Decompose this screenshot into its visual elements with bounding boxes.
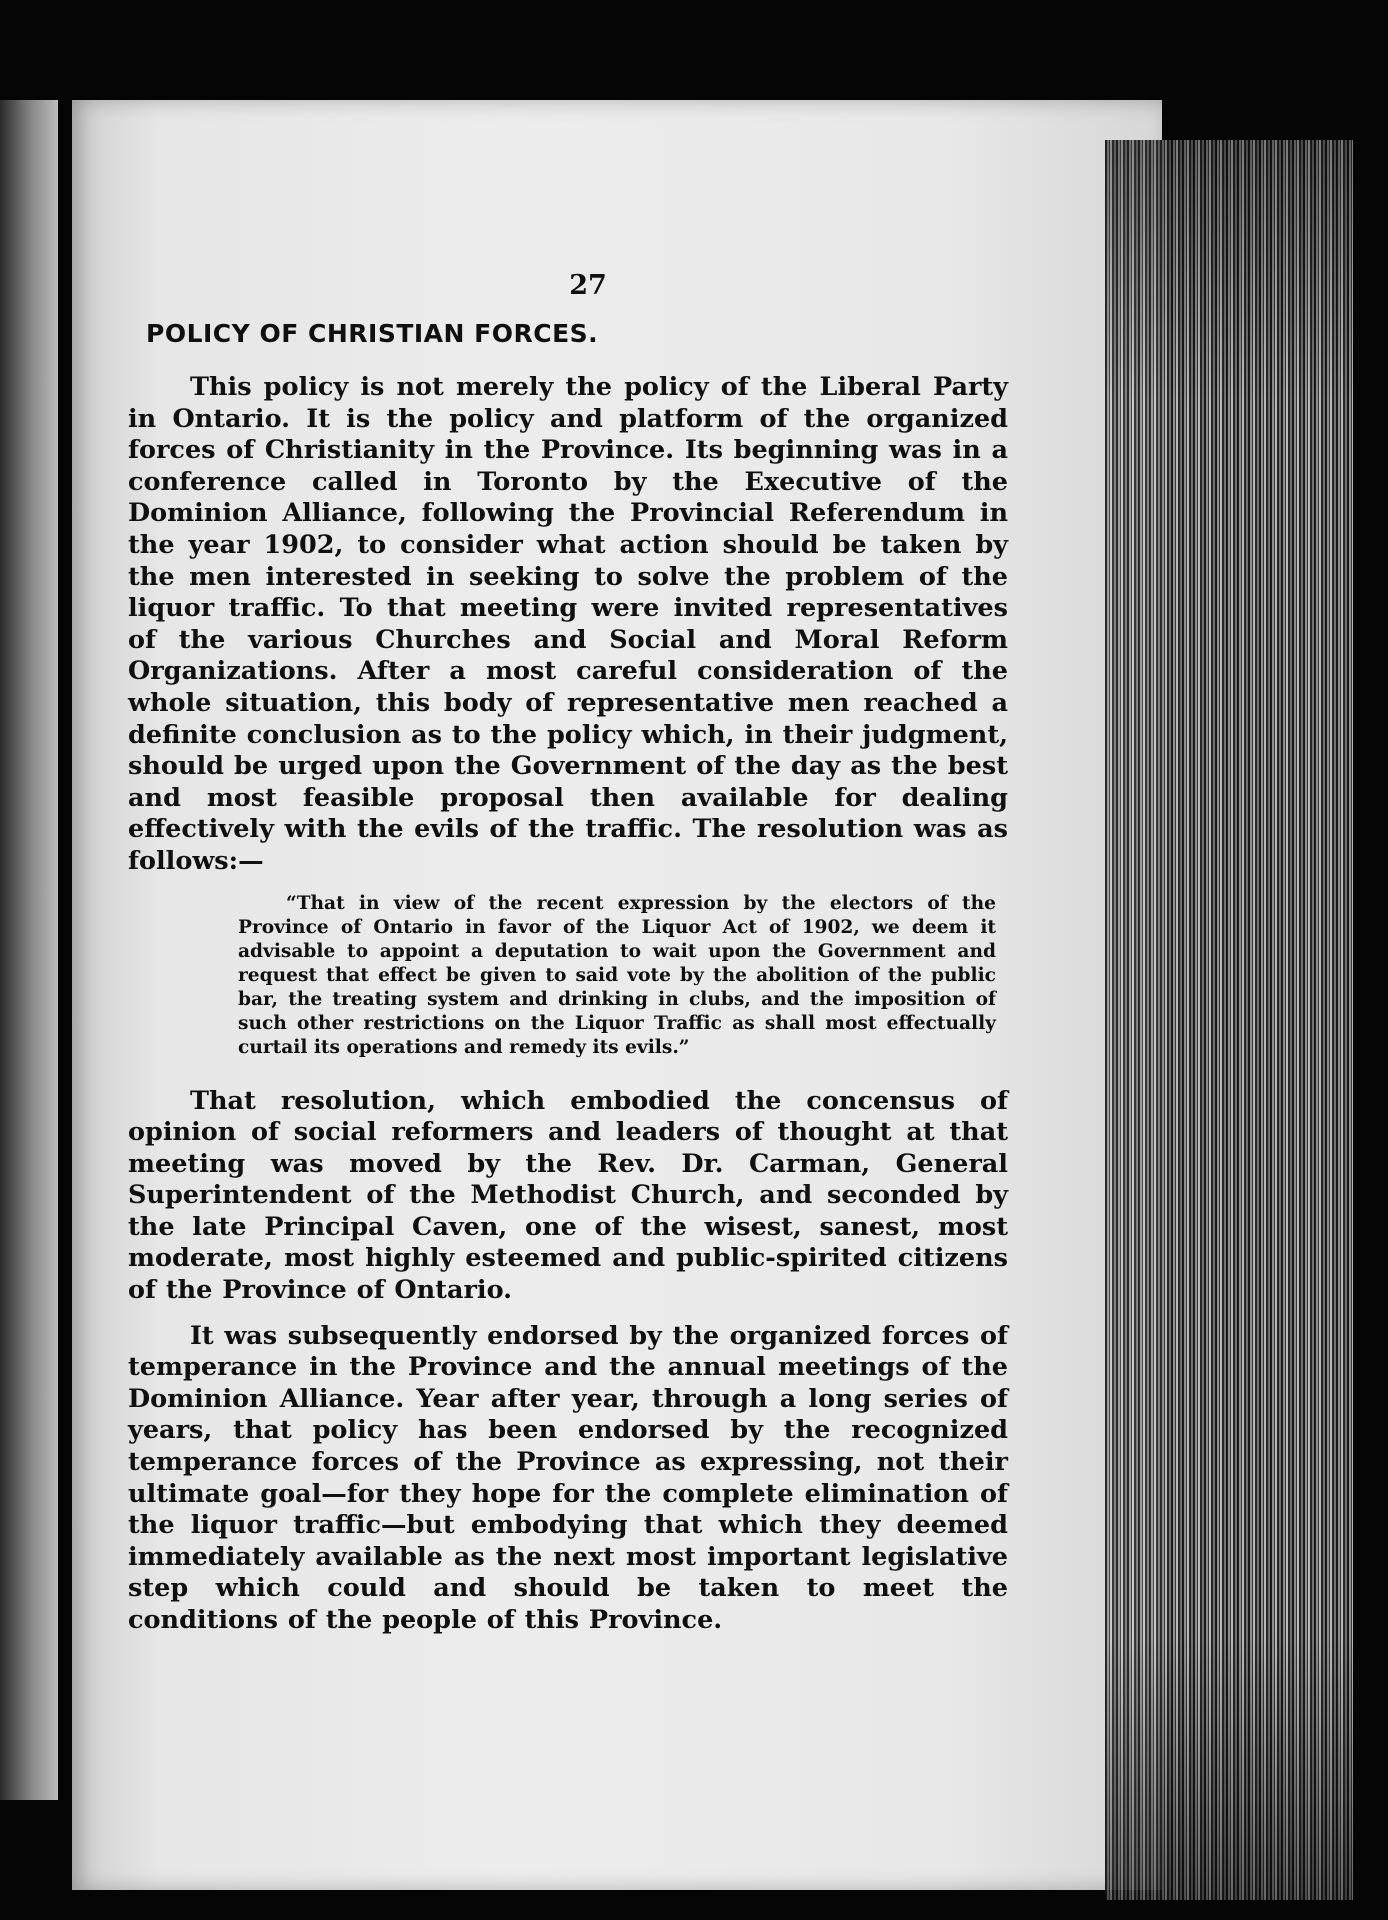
section-heading: POLICY OF CHRISTIAN FORCES. [146,319,599,348]
adjacent-page-edge [0,100,58,1800]
page-number: 27 [569,270,607,301]
stacked-page-edges [1105,140,1353,1900]
paragraph-3: It was subsequently endorsed by the organized forces of temperance in the Province and the annual meetings of the Dominion Alliance. Year after year, through a long series of years, that policy has been endorsed by the recognized temperance forces of the Province as expressing, not their ultimate goal—for they hope for the complete elimination of the liquor traffic—but embodying that which they deemed immediately available as the next most important legislative step which could and should be taken to meet the conditions of the people of this Province. [128,1320,1008,1635]
paragraph-1: This policy is not merely the policy of the Liberal Party in Ontario. It is the policy and platform of the organized forces of Christianity in the Province. Its beginning was in a conference called in Toronto by the Executive of the Dominion Alliance, following the Provincial Referendum in the year 1902, to consider what action should be taken by the men interested in seeking to solve the problem of the liquor traffic. To that meeting were invited representatives of the various Churches and Social and Moral Reform Organizations. After a most careful consideration of the whole situation, this body of representative men reached a definite conclusion as to the policy which, in their judgment, should be urged upon the Government of the day as the best and most feasible proposal then available for dealing effectively with the evils of the traffic. The resolution was as follows:— [128,372,1008,876]
resolution-quote: “That in view of the recent expression by the electors of the Province of Ontario in favor of the Liquor Act of 1902, we deem it advisable to appoint a deputation to wait upon the Government and request that effect be given to said vote by the abolition of the public bar, the treating system and drinking in clubs, and the imposition of such other restrictions on the Liquor Traffic as shall most effectually curtail its operations and remedy its evils.” [238,892,996,1058]
page-content [128,270,1008,1651]
paragraph-2: That resolution, which embodied the concensus of opinion of social reformers and leaders of thought at that meeting was moved by the Rev. Dr. Carman, General Superintendent of the Methodist Church, and seconded by the late Principal Caven, one of the wisest, sanest, most moderate, most highly esteemed and public-spirited citizens of the Province of Ontario. [128,1085,1008,1306]
